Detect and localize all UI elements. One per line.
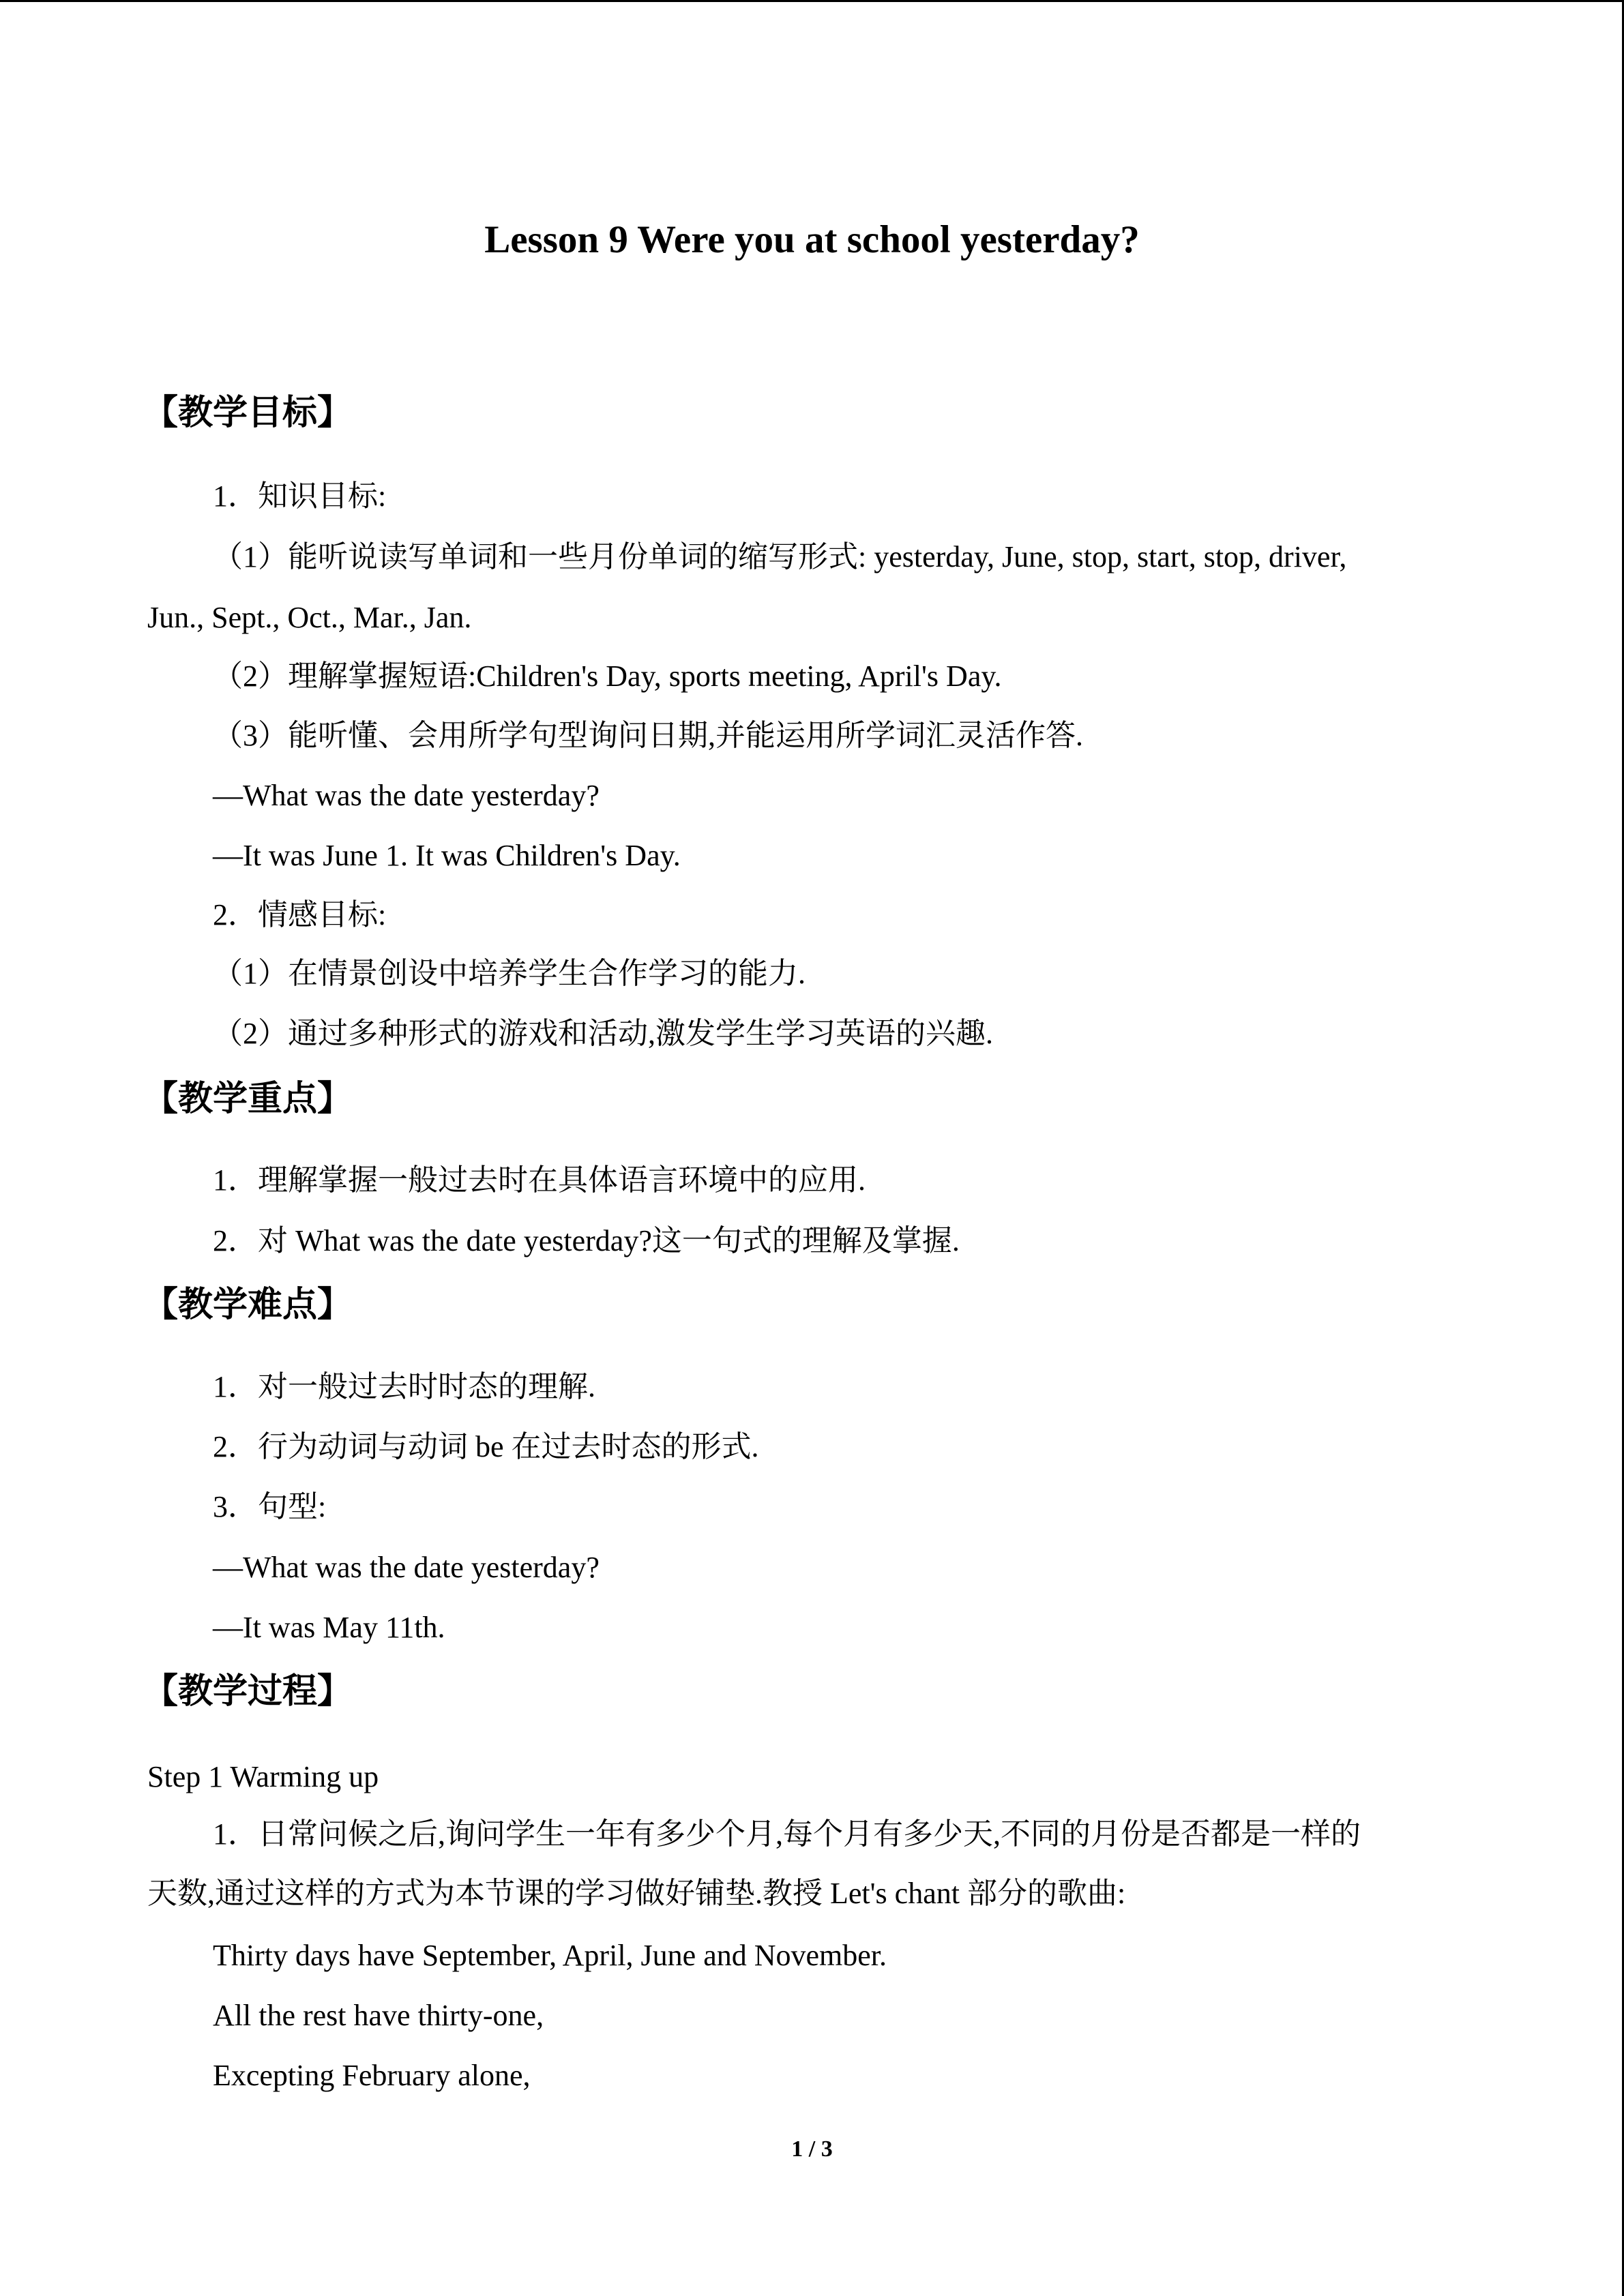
key-points-line: 1．理解掌握一般过去时在具体语言环境中的应用. xyxy=(213,1163,866,1197)
objectives-line: 2．情感目标: xyxy=(213,898,387,931)
difficulties-line: —What was the date yesterday? xyxy=(213,1551,600,1584)
process-line: Step 1 Warming up xyxy=(147,1760,379,1793)
process-line: 天数,通过这样的方式为本节课的学习做好铺垫.教授 Let's chant 部分的歌曲: xyxy=(147,1877,1126,1910)
objectives-line: （3）能听懂、会用所学句型询问日期,并能运用所学词汇灵活作答. xyxy=(213,719,1083,752)
objectives-line: （2）通过多种形式的游戏和活动,激发学生学习英语的兴趣. xyxy=(213,1017,993,1050)
process-line: Thirty days have September, April, June and November. xyxy=(213,1939,887,1972)
objectives-line: —It was June 1. It was Children's Day. xyxy=(213,839,681,872)
difficulties-line: 2．行为动词与动词 be 在过去时态的形式. xyxy=(213,1430,759,1463)
process-line: All the rest have thirty-one, xyxy=(213,1999,544,2032)
section-heading-key-points: 【教学重点】 xyxy=(143,1079,353,1119)
process-line: Excepting February alone, xyxy=(213,2059,531,2092)
process-line: 1．日常问候之后,询问学生一年有多少个月,每个月有多少天,不同的月份是否都是一样的 xyxy=(213,1817,1361,1851)
top-border xyxy=(0,0,1624,2)
difficulties-line: —It was May 11th. xyxy=(213,1611,445,1644)
key-points-line: 2．对 What was the date yesterday?这一句式的理解及掌握. xyxy=(213,1224,960,1257)
page-number: 1 / 3 xyxy=(791,2136,833,2162)
objectives-line: Jun., Sept., Oct., Mar., Jan. xyxy=(147,601,472,634)
objectives-line: —What was the date yesterday? xyxy=(213,779,600,812)
section-heading-difficulties: 【教学难点】 xyxy=(143,1285,353,1325)
document-title: Lesson 9 Were you at school yesterday? xyxy=(484,218,1140,261)
objectives-line: （1）在情景创设中培养学生合作学习的能力. xyxy=(213,957,806,990)
section-heading-process: 【教学过程】 xyxy=(143,1671,353,1712)
objectives-line: （2）理解掌握短语:Children's Day, sports meeting, April's Day. xyxy=(213,659,1002,693)
objectives-line: 1．知识目标: xyxy=(213,479,387,513)
difficulties-line: 3．句型: xyxy=(213,1490,327,1523)
section-heading-objectives: 【教学目标】 xyxy=(143,393,353,433)
objectives-line: （1）能听说读写单词和一些月份单词的缩写形式: yesterday, June, stop, start, stop, driver, xyxy=(213,540,1347,573)
difficulties-line: 1．对一般过去时时态的理解. xyxy=(213,1370,595,1403)
